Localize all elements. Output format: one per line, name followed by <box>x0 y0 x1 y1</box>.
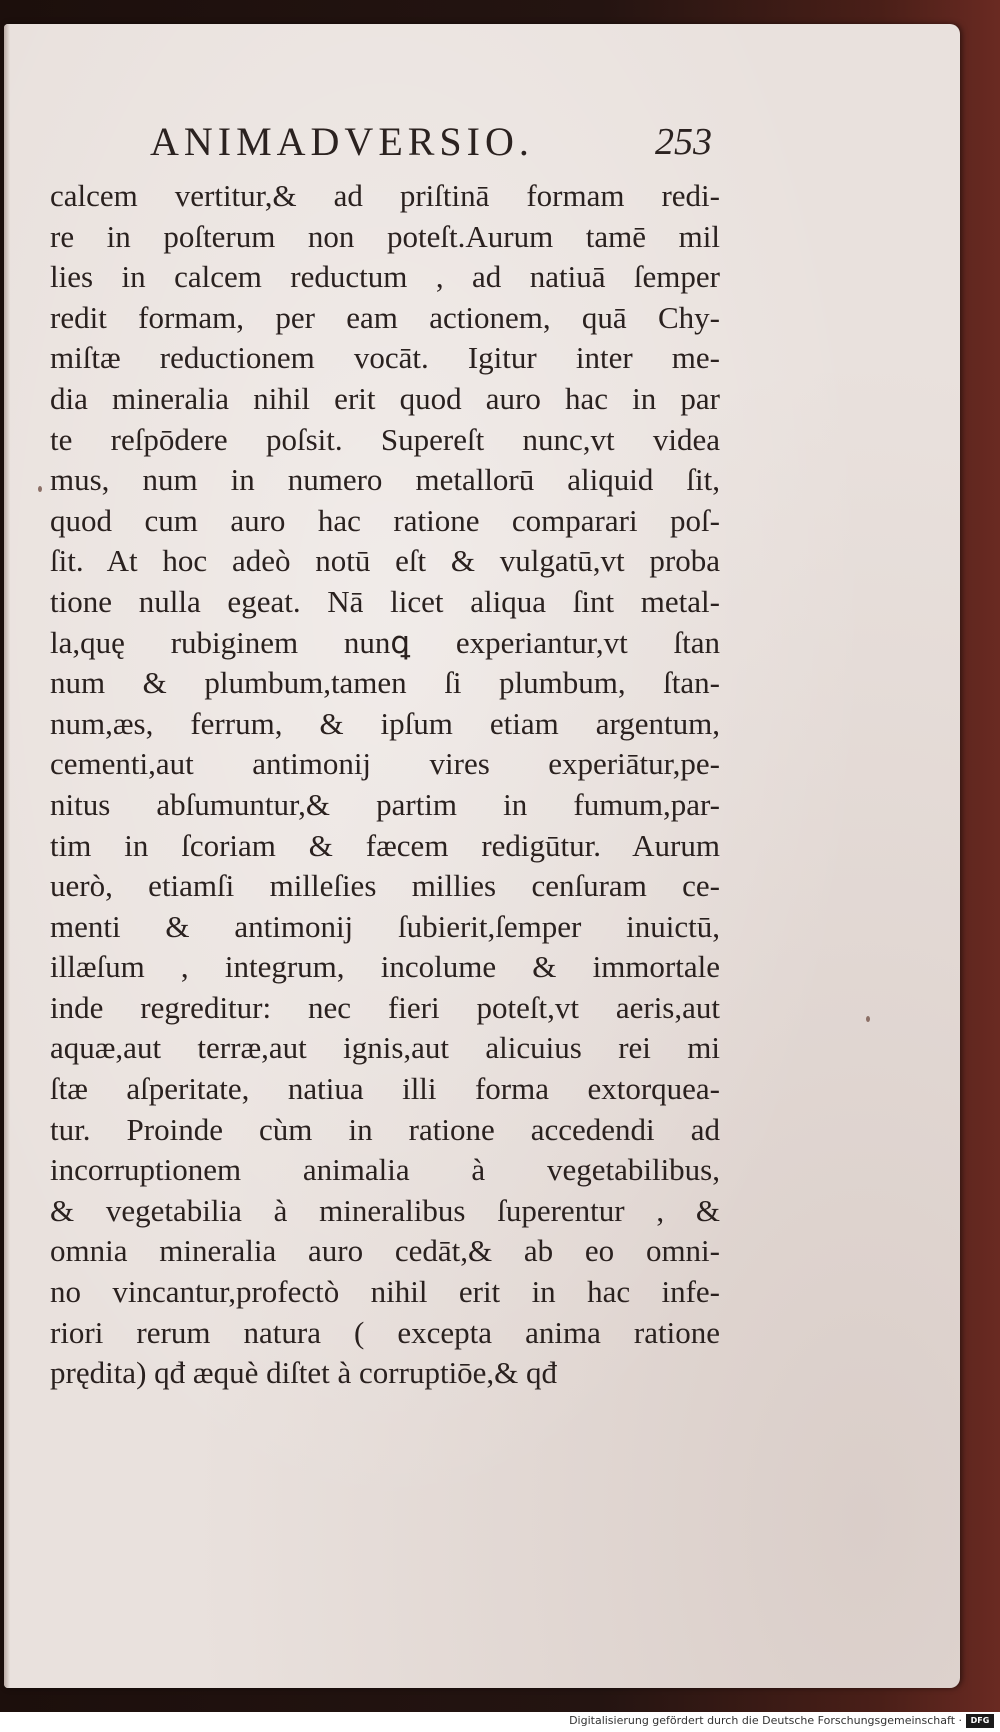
text-line: num & plumbum,tamen ſi plumbum, ſtan- <box>50 665 720 701</box>
text-line: miſtæ reductionem vocāt. Igitur inter me- <box>50 340 720 376</box>
text-line: aquæ,aut terræ,aut ignis,aut alicuius rei mi <box>50 1030 720 1066</box>
text-line: te reſpōdere poſsit. Supereſt nunc,vt videa <box>50 421 720 457</box>
text-line: lies in calcem reductum , ad natiuā ſemper <box>50 259 720 295</box>
text-line: & vegetabilia à mineralibus ſuperentur , & <box>50 1192 720 1228</box>
text-line: la,quę rubiginem nunꝗ experiantur,vt ſtan <box>50 624 720 660</box>
text-line: incorruptionem animalia à vegetabilibus, <box>50 1152 720 1188</box>
text-line: nitus abſumuntur,& partim in fumum,par- <box>50 786 720 822</box>
text-line: inde regreditur: nec fieri poteſt,vt aeris,aut <box>50 989 720 1025</box>
dfg-logo-icon: DFG <box>966 1714 994 1728</box>
text-line: illæſum , integrum, incolume & immortale <box>50 949 720 985</box>
text-line: ſit. At hoc adeò notū eſt & vulgatū,vt proba <box>50 543 720 579</box>
page-number: 253 <box>655 121 712 163</box>
text-line: prędita) qđ æquè diſtet à corruptiōe,& qđ <box>50 1355 558 1391</box>
body-text <box>50 176 720 1394</box>
text-line: uerò, etiamſi milleſies millies cenſuram ce- <box>50 868 720 904</box>
text-line: re in poſterum non poteſt.Aurum tamē mil <box>50 218 720 254</box>
text-line: tur. Proinde cùm in ratione accedendi ad <box>50 1111 720 1147</box>
text-line: mus, num in numero metallorū aliquid ſit, <box>50 462 720 498</box>
text-line: menti & antimonij ſubierit,ſemper inuictū, <box>50 908 720 944</box>
paper-speck <box>38 486 42 492</box>
text-line: num,æs, ferrum, & ipſum etiam argentum, <box>50 705 720 741</box>
text-line: no vincantur,profectò nihil erit in hac infe- <box>50 1274 720 1310</box>
text-line: tim in ſcoriam & fæcem redigūtur. Aurum <box>50 827 720 863</box>
digitization-credit: Digitalisierung gefördert durch die Deutsche Forschungsgemeinschaft · <box>569 1714 962 1727</box>
running-title: ANIMADVERSIO. <box>150 119 534 164</box>
text-line: cementi,aut antimonij vires experiātur,pe- <box>50 746 720 782</box>
text-line: dia mineralia nihil erit quod auro hac in par <box>50 380 720 416</box>
paper-speck <box>866 1016 870 1022</box>
text-line: redit formam, per eam actionem, quā Chy- <box>50 299 720 335</box>
text-line: ſtæ aſperitate, natiua illi forma extorquea- <box>50 1071 720 1107</box>
text-line: omnia mineralia auro cedāt,& ab eo omni- <box>50 1233 720 1269</box>
text-line: riori rerum natura ( excepta anima ratione <box>50 1314 720 1350</box>
text-line: quod cum auro hac ratione comparari poſ- <box>50 502 720 538</box>
page-gutter-edge <box>4 24 10 1688</box>
text-line: calcem vertitur,& ad priſtinā formam redi- <box>50 178 720 213</box>
text-line: tione nulla egeat. Nā licet aliqua ſint metal- <box>50 583 720 619</box>
